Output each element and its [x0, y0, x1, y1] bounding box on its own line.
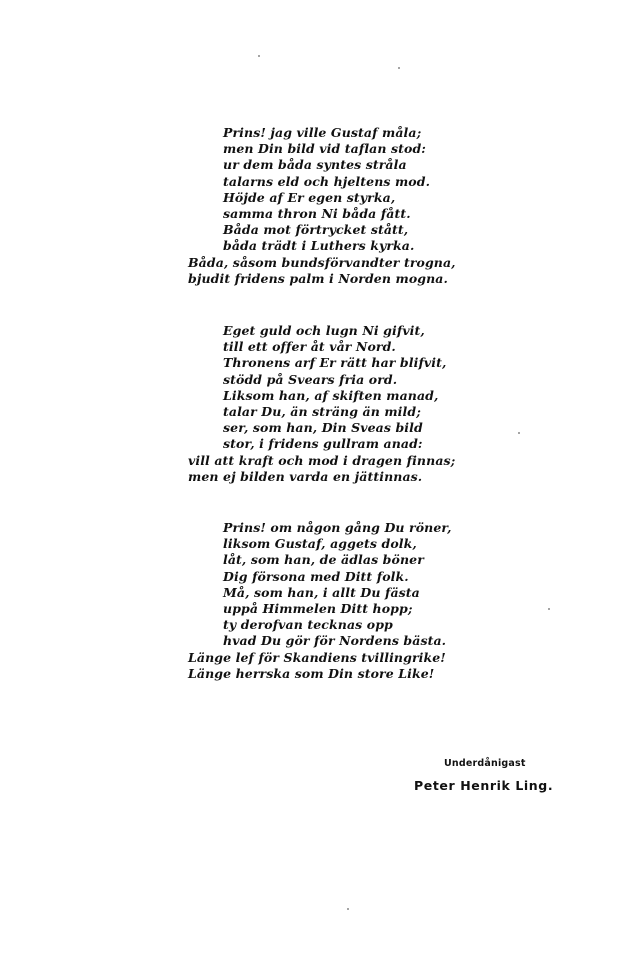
stanza-1 — [188, 125, 488, 287]
poem-line: ser, som han, Din Sveas bild — [223, 420, 423, 436]
print-speck — [398, 67, 400, 69]
poem-line: Länge lef för Skandiens tvillingrike! — [188, 649, 446, 665]
print-speck — [548, 608, 550, 610]
poem-line: ur dem båda syntes stråla — [223, 157, 407, 173]
poem-line: talarns eld och hjeltens mod. — [223, 173, 431, 189]
poem-line: hvad Du gör för Nordens bästa. — [223, 633, 447, 649]
poem-line: Prins! om någon gång Du röner, — [223, 520, 452, 535]
poem-line: Höjde af Er egen styrka, — [223, 189, 396, 205]
print-speck — [258, 55, 260, 57]
print-speck — [518, 432, 520, 434]
author-signature: Peter Henrik Ling. — [414, 778, 554, 793]
poem-line: Må, som han, i allt Du fästa — [223, 584, 420, 600]
poem-line: stödd på Svears fria ord. — [223, 371, 398, 387]
poem-line: Thronens arf Er rätt har blifvit, — [223, 355, 447, 371]
stanza-3 — [188, 520, 488, 682]
poem-line: talar Du, än sträng än mild; — [223, 404, 421, 420]
stanza-2 — [188, 323, 488, 485]
poem-line: bjudit fridens palm i Norden mogna. — [188, 270, 448, 286]
poem-line: Båda, såsom bundsförvandter trogna, — [188, 254, 456, 270]
poem-line: ty derofvan tecknas opp — [223, 617, 393, 633]
poem-line: Prins! jag ville Gustaf måla; — [223, 125, 422, 140]
poem-line: låt, som han, de ädlas böner — [223, 552, 424, 568]
print-speck — [347, 908, 349, 910]
poem-line: liksom Gustaf, aggets dolk, — [223, 536, 417, 552]
poem-line: men ej bilden varda en jättinnas. — [188, 468, 423, 484]
poem-line: vill att kraft och mod i dragen finnas; — [188, 452, 456, 468]
poem-line: till ett offer åt vår Nord. — [223, 339, 396, 355]
poem-line: uppå Himmelen Ditt hopp; — [223, 601, 413, 617]
poem-line: Dig försona med Ditt folk. — [223, 568, 409, 584]
closing-salutation: Underdånigast — [444, 758, 526, 769]
poem-line: Liksom han, af skiften manad, — [223, 387, 439, 403]
poem-line: men Din bild vid taflan stod: — [223, 141, 427, 157]
poem-line: samma thron Ni båda fått. — [223, 206, 411, 222]
poem-line: Båda mot förtrycket stått, — [223, 222, 409, 238]
poem-line: båda trädt i Luthers kyrka. — [223, 238, 415, 254]
poem-line: Länge herrska som Din store Like! — [188, 665, 435, 681]
poem-line: Eget guld och lugn Ni gifvit, — [223, 323, 425, 338]
poem-line: stor, i fridens gullram anad: — [223, 436, 423, 452]
